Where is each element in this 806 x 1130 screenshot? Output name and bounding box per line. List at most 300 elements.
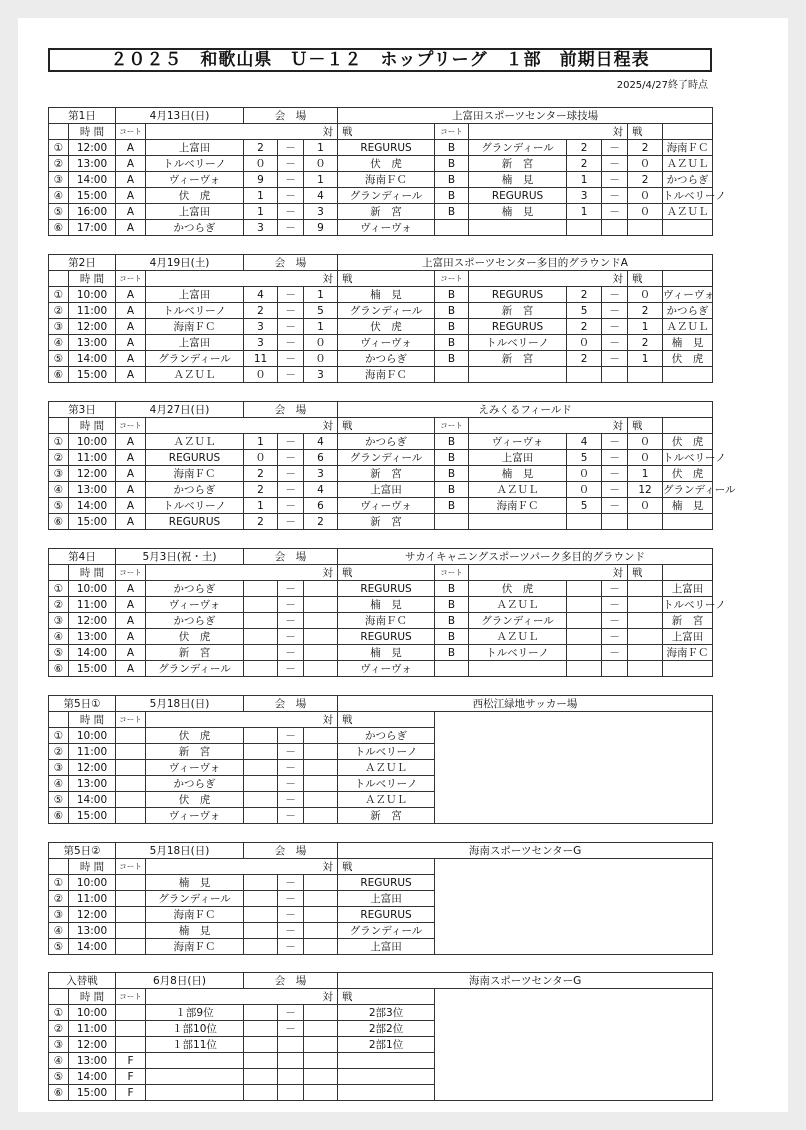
court-a: A: [116, 367, 146, 383]
kickoff-time: 10:00: [69, 581, 116, 597]
home-team: ヴィーヴォ: [146, 760, 244, 776]
blank-header-cell: [49, 124, 69, 140]
home-team: [469, 514, 567, 530]
court-b: B: [435, 140, 469, 156]
match-number: ⑥: [49, 808, 69, 824]
score-dash: －: [278, 1021, 304, 1037]
away-team: 上富田: [338, 482, 435, 498]
court-a: A: [116, 220, 146, 236]
score-dash: －: [602, 287, 628, 303]
kickoff-time: 12:00: [69, 613, 116, 629]
away-score: ０: [628, 188, 663, 204]
away-team: グランディール: [663, 483, 736, 496]
home-score: [244, 581, 278, 597]
away-score: 1: [304, 319, 338, 335]
match-date: 4月27日(日): [116, 402, 244, 418]
away-team: 2部3位: [338, 1005, 435, 1021]
home-score: 11: [244, 351, 278, 367]
match-number: ⑥: [49, 367, 69, 383]
home-score: ０: [244, 156, 278, 172]
score-dash: －: [602, 450, 628, 466]
home-team: 新 宮: [146, 744, 244, 760]
home-score: [244, 1037, 278, 1053]
court-a: [116, 744, 146, 760]
match-row: [49, 220, 713, 236]
home-score: ０: [567, 482, 602, 498]
home-score: 2: [244, 514, 278, 530]
away-team: 海南ＦＣ: [338, 613, 435, 629]
home-team: 上富田: [146, 204, 244, 220]
away-team: 上富田: [663, 629, 713, 645]
score-dash: －: [602, 645, 628, 661]
home-team: 新 宮: [469, 303, 567, 319]
court-header: コート: [116, 859, 146, 875]
away-score: [628, 597, 663, 613]
versus-header: 対: [146, 124, 338, 140]
home-score: [567, 645, 602, 661]
court-a: F: [116, 1069, 146, 1085]
home-score: [244, 1021, 278, 1037]
blank-header-cell: [49, 565, 69, 581]
away-score: 2: [628, 140, 663, 156]
away-score: [304, 744, 338, 760]
time-header: 時 間: [69, 271, 116, 287]
away-score: [304, 1021, 338, 1037]
venue-label: 会 場: [244, 843, 338, 859]
match-row: [49, 172, 713, 188]
match-number: ④: [49, 923, 69, 939]
away-team: トルベリーノ: [663, 189, 726, 202]
away-score: ０: [304, 351, 338, 367]
court-b: B: [435, 188, 469, 204]
blank-header-cell: [49, 712, 69, 728]
away-team: 新 宮: [338, 514, 435, 530]
home-score: 1: [244, 434, 278, 450]
home-score: 4: [567, 434, 602, 450]
home-score: 1: [244, 188, 278, 204]
away-team: 上富田: [663, 581, 713, 597]
versus-header: 対: [146, 418, 338, 434]
kickoff-time: 10:00: [69, 875, 116, 891]
kickoff-time: 12:00: [69, 760, 116, 776]
match-number: ②: [49, 1021, 69, 1037]
home-team: 新 宮: [469, 156, 567, 172]
away-score: [304, 597, 338, 613]
home-score: 3: [244, 220, 278, 236]
away-team: [663, 514, 713, 530]
versus-header: 対: [146, 271, 338, 287]
match-row: [49, 498, 713, 514]
score-dash: －: [278, 172, 304, 188]
kickoff-time: 13:00: [69, 156, 116, 172]
home-team: [469, 220, 567, 236]
time-header: 時 間: [69, 124, 116, 140]
home-team: 上富田: [146, 140, 244, 156]
home-score: 2: [244, 466, 278, 482]
home-score: ０: [244, 367, 278, 383]
home-score: 3: [244, 335, 278, 351]
home-score: ０: [567, 335, 602, 351]
venue-name: 海南スポーツセンターG: [338, 843, 713, 859]
court-b: B: [435, 156, 469, 172]
away-score: ０: [628, 450, 663, 466]
score-dash: [278, 1053, 304, 1069]
court-a: A: [116, 204, 146, 220]
match-number: ⑥: [49, 514, 69, 530]
home-team: [146, 1085, 244, 1101]
match-row: [49, 287, 713, 303]
venue-name: 海南スポーツセンターG: [338, 973, 713, 989]
kickoff-time: 12:00: [69, 466, 116, 482]
home-score: 2: [567, 140, 602, 156]
score-dash: －: [278, 204, 304, 220]
kickoff-time: 13:00: [69, 776, 116, 792]
home-team: REGURUS: [469, 287, 567, 303]
day-label: 第3日: [49, 402, 116, 418]
blank-header-cell: [49, 859, 69, 875]
home-team: 楠 見: [146, 875, 244, 891]
court-a: [116, 760, 146, 776]
home-score: [244, 661, 278, 677]
away-team: 伏 虎: [338, 156, 435, 172]
home-score: 5: [567, 450, 602, 466]
court-header: コート: [116, 712, 146, 728]
away-score: 9: [304, 220, 338, 236]
blank-area: [435, 1005, 713, 1101]
score-dash: [602, 514, 628, 530]
score-dash: －: [602, 581, 628, 597]
versus-header: 対: [146, 712, 338, 728]
home-score: [244, 1069, 278, 1085]
home-score: [567, 220, 602, 236]
score-dash: [602, 661, 628, 677]
court-a: A: [116, 597, 146, 613]
kickoff-time: 11:00: [69, 303, 116, 319]
away-team: 新 宮: [338, 204, 435, 220]
home-score: [567, 597, 602, 613]
home-team: 伏 虎: [146, 629, 244, 645]
home-score: [244, 744, 278, 760]
home-score: 2: [244, 482, 278, 498]
as-of-date: 2025/4/27終了時点: [616, 80, 708, 91]
home-team: ＡＺＵＬ: [146, 367, 244, 383]
home-team: グランディール: [469, 613, 567, 629]
court-a: A: [116, 661, 146, 677]
home-team: １部9位: [146, 1005, 244, 1021]
home-team: 海南ＦＣ: [146, 907, 244, 923]
home-score: [244, 923, 278, 939]
away-score: [628, 220, 663, 236]
kickoff-time: 13:00: [69, 629, 116, 645]
away-team: ＡＺＵＬ: [663, 319, 713, 335]
score-dash: －: [278, 939, 304, 955]
match-row: [49, 466, 713, 482]
home-team: ＡＺＵＬ: [146, 434, 244, 450]
match-number: ③: [49, 907, 69, 923]
away-score: [304, 907, 338, 923]
home-team: かつらぎ: [146, 581, 244, 597]
court-header: コート: [116, 124, 146, 140]
match-number: ⑤: [49, 1069, 69, 1085]
home-score: 2: [244, 303, 278, 319]
home-team: 伏 虎: [146, 792, 244, 808]
court-a: [116, 792, 146, 808]
court-a: [116, 776, 146, 792]
away-score: 1: [304, 172, 338, 188]
score-dash: －: [278, 319, 304, 335]
score-dash: －: [602, 434, 628, 450]
home-team: 楠 見: [146, 923, 244, 939]
match-row: [49, 450, 713, 466]
score-dash: －: [278, 661, 304, 677]
away-team: 楠 見: [338, 287, 435, 303]
kickoff-time: 13:00: [69, 335, 116, 351]
away-score: [304, 875, 338, 891]
match-row: [49, 613, 713, 629]
blank-area: [435, 728, 713, 824]
match-number: ①: [49, 1005, 69, 1021]
away-score: [304, 808, 338, 824]
court-a: A: [116, 434, 146, 450]
score-dash: －: [602, 629, 628, 645]
home-score: [244, 1085, 278, 1101]
score-dash: －: [602, 597, 628, 613]
court-b: B: [435, 450, 469, 466]
versus-header: 対: [146, 565, 338, 581]
home-score: 9: [244, 172, 278, 188]
venue-name: 上富田スポーツセンター多目的グラウンドA: [338, 255, 713, 271]
home-team: 楠 見: [469, 172, 567, 188]
kickoff-time: 12:00: [69, 907, 116, 923]
match-number: ①: [49, 434, 69, 450]
score-dash: －: [278, 482, 304, 498]
court-a: A: [116, 335, 146, 351]
court-header: コート: [116, 989, 146, 1005]
home-score: ０: [567, 466, 602, 482]
home-team: 海南ＦＣ: [146, 466, 244, 482]
court-b: B: [435, 434, 469, 450]
match-number: ⑤: [49, 204, 69, 220]
blank-area: [435, 875, 713, 955]
home-score: [244, 939, 278, 955]
away-team: 新 宮: [338, 466, 435, 482]
away-team: 伏 虎: [663, 351, 713, 367]
away-team: 伏 虎: [338, 319, 435, 335]
court-b: B: [435, 287, 469, 303]
score-dash: －: [278, 140, 304, 156]
home-score: [567, 629, 602, 645]
home-team: REGURUS: [469, 188, 567, 204]
blank-header-cell: [49, 989, 69, 1005]
court-header: コート: [116, 418, 146, 434]
home-team: トルベリーノ: [469, 645, 567, 661]
venue-label: 会 場: [244, 402, 338, 418]
score-dash: [278, 1085, 304, 1101]
home-team: ＡＺＵＬ: [469, 629, 567, 645]
venue-label: 会 場: [244, 255, 338, 271]
away-team: 2部1位: [338, 1037, 435, 1053]
match-number: ②: [49, 891, 69, 907]
blank-area: [435, 859, 713, 875]
away-team: ＡＺＵＬ: [338, 760, 435, 776]
match-number: ④: [49, 776, 69, 792]
day-schedule-table: [48, 548, 726, 677]
home-team: ヴィーヴォ: [146, 808, 244, 824]
match-number: ①: [49, 875, 69, 891]
court-a: A: [116, 351, 146, 367]
match-date: 5月18日(日): [116, 843, 244, 859]
time-header: 時 間: [69, 712, 116, 728]
home-score: [567, 613, 602, 629]
match-number: ③: [49, 466, 69, 482]
away-score: [628, 367, 663, 383]
match-header: 戦: [338, 271, 435, 287]
away-score: [304, 939, 338, 955]
kickoff-time: 14:00: [69, 172, 116, 188]
match-number: ①: [49, 140, 69, 156]
court-a: [116, 939, 146, 955]
match-number: ⑥: [49, 1085, 69, 1101]
home-score: 3: [567, 188, 602, 204]
score-dash: －: [278, 776, 304, 792]
away-team: REGURUS: [338, 581, 435, 597]
match-number: ③: [49, 613, 69, 629]
court-b: B: [435, 581, 469, 597]
away-team: かつらぎ: [338, 434, 435, 450]
score-dash: －: [278, 156, 304, 172]
away-score: [628, 645, 663, 661]
match-number: ①: [49, 287, 69, 303]
home-team: [469, 661, 567, 677]
home-team: REGURUS: [146, 514, 244, 530]
match-row: [49, 597, 713, 613]
away-score: [628, 613, 663, 629]
away-score: ０: [304, 335, 338, 351]
kickoff-time: 13:00: [69, 1053, 116, 1069]
kickoff-time: 15:00: [69, 367, 116, 383]
court-a: A: [116, 498, 146, 514]
score-dash: －: [278, 744, 304, 760]
court-a: A: [116, 581, 146, 597]
day-label: 入替戦: [49, 973, 116, 989]
away-score: [304, 776, 338, 792]
away-team: 2部2位: [338, 1021, 435, 1037]
score-dash: －: [278, 498, 304, 514]
court-header: コート: [435, 124, 469, 140]
match-number: ②: [49, 744, 69, 760]
court-b: B: [435, 319, 469, 335]
match-header: 戦: [338, 565, 435, 581]
away-score: 3: [304, 367, 338, 383]
kickoff-time: 14:00: [69, 645, 116, 661]
away-score: [304, 1069, 338, 1085]
score-dash: －: [278, 597, 304, 613]
blank-area: [435, 989, 713, 1005]
versus-header: 対: [469, 271, 628, 287]
away-score: [304, 613, 338, 629]
home-score: 1: [567, 172, 602, 188]
away-score: [304, 728, 338, 744]
time-header: 時 間: [69, 418, 116, 434]
home-team: 上富田: [146, 335, 244, 351]
day-label: 第2日: [49, 255, 116, 271]
kickoff-time: 10:00: [69, 1005, 116, 1021]
kickoff-time: 11:00: [69, 1021, 116, 1037]
away-team: ＡＺＵＬ: [663, 156, 713, 172]
away-team: 伏 虎: [663, 466, 713, 482]
kickoff-time: 10:00: [69, 434, 116, 450]
blank-header-cell: [49, 271, 69, 287]
court-a: [116, 891, 146, 907]
match-header: 戦: [338, 989, 435, 1005]
venue-name: えみくるフィールド: [338, 402, 713, 418]
match-number: ⑤: [49, 351, 69, 367]
court-a: [116, 1005, 146, 1021]
away-score: ０: [628, 156, 663, 172]
court-b: B: [435, 466, 469, 482]
versus-header: 対: [146, 989, 338, 1005]
away-score: 2: [628, 303, 663, 319]
home-score: [567, 661, 602, 677]
away-score: ０: [628, 204, 663, 220]
score-dash: [602, 220, 628, 236]
court-a: [116, 1037, 146, 1053]
away-team: [338, 1069, 435, 1085]
score-dash: －: [602, 613, 628, 629]
away-score: 2: [628, 335, 663, 351]
match-number: ⑤: [49, 792, 69, 808]
home-team: REGURUS: [469, 319, 567, 335]
day-label: 第5日①: [49, 696, 116, 712]
match-row: [49, 335, 713, 351]
home-score: [244, 891, 278, 907]
score-dash: －: [278, 450, 304, 466]
time-header: 時 間: [69, 565, 116, 581]
home-score: [244, 792, 278, 808]
venue-label: 会 場: [244, 549, 338, 565]
away-team: 上富田: [338, 939, 435, 955]
court-a: A: [116, 645, 146, 661]
away-team: グランディール: [338, 923, 435, 939]
home-score: ０: [244, 450, 278, 466]
away-score: ０: [628, 434, 663, 450]
home-score: [244, 629, 278, 645]
home-team: REGURUS: [146, 450, 244, 466]
venue-name: 上富田スポーツセンター球技場: [338, 108, 713, 124]
home-team: 海南ＦＣ: [146, 319, 244, 335]
home-score: [567, 514, 602, 530]
court-a: A: [116, 140, 146, 156]
away-score: [628, 514, 663, 530]
home-team: 伏 虎: [146, 728, 244, 744]
home-score: [244, 597, 278, 613]
home-team: ＡＺＵＬ: [469, 597, 567, 613]
court-a: [116, 923, 146, 939]
day-schedule-table: [48, 401, 736, 530]
day-schedule-table: [48, 254, 713, 383]
home-team: 楠 見: [469, 204, 567, 220]
away-team: 海南ＦＣ: [663, 140, 713, 156]
away-team: [338, 1085, 435, 1101]
home-score: 2: [567, 156, 602, 172]
score-dash: [278, 1069, 304, 1085]
away-score: 3: [304, 466, 338, 482]
match-row: [49, 482, 713, 498]
score-dash: －: [278, 792, 304, 808]
away-team: 上富田: [338, 891, 435, 907]
score-dash: －: [278, 220, 304, 236]
match-number: ③: [49, 172, 69, 188]
